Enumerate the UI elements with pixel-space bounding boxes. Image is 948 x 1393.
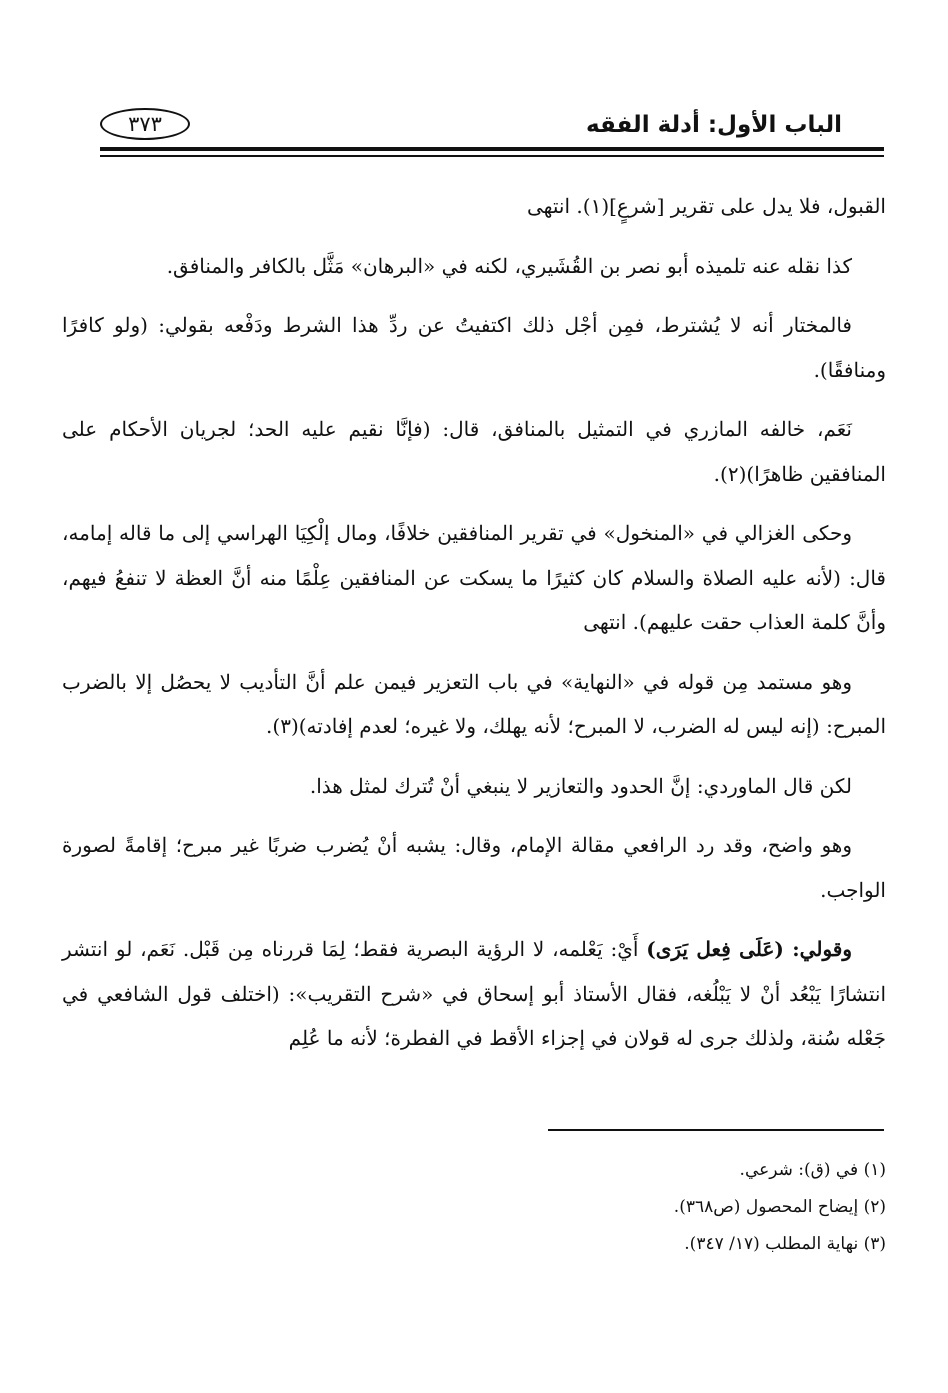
paragraph: وحكى الغزالي في «المنخول» في تقرير المنافقين خلافًا، ومال إلْكِيَا الهراسي إلى ما قاله إمامه، قال: (لأنه عليه الصلاة والسلام كان كثيرًا ما يسكت عن المنافقين عِلْمًا منه أنَّ العظة لا تنفعُ فيهم، وأنَّ كلمة العذاب حقت عليهم). انتهى <box>62 521 886 634</box>
footnote-3: (٣) نهاية المطلب (١٧/ ٣٤٧). <box>684 1234 886 1254</box>
bold-lead-text: وقولي: (عَلَى فِعل يَرَى) <box>646 937 852 961</box>
footnotes <box>286 1152 886 1263</box>
header-rule-thin <box>100 155 884 157</box>
footnote-separator <box>548 1129 884 1131</box>
paragraph: فالمختار أنه لا يُشترط، فمِن أجْل ذلك اكتفيتُ عن ردِّ هذا الشرط ودَفْعه بقولي: (ولو كافرًا ومنافقًا). <box>62 313 886 382</box>
footnote-1: (١) في (ق): شرعي. <box>739 1160 886 1180</box>
paragraph: وهو واضح، وقد رد الرافعي مقالة الإمام، وقال: يشبه أنْ يُضرب ضربًا غير مبرح؛ إقامةً لصورة الواجب. <box>62 833 886 902</box>
main-text <box>62 184 886 1076</box>
paragraph: لكن قال الماوردي: إنَّ الحدود والتعازير لا ينبغي أنْ تُترك لمثل هذا. <box>309 773 852 798</box>
paragraph-text: أَيْ: يَعْلمه، لا الرؤية البصرية فقط؛ لِمَا قررناه مِن قَبْل. نَعَم، لو انتشر انتشارًا يَبْعُد أنْ لا يَبْلُغه، فقال الأستاذ أبو إسحاق في «شرح التقريب»: (اختلف قول الشافعي في جَعْله سُنة، ولذلك جرى له قولان في إجزاء الأقط في الفطرة؛ لأنه ما عُلِم <box>62 937 886 1050</box>
header-rule-thick <box>100 147 884 151</box>
paragraph: كذا نقله عنه تلميذه أبو نصر بن القُشَيري، لكنه في «البرهان» مَثَّل بالكافر والمنافق. <box>166 253 852 278</box>
footnote-2: (٢) إيضاح المحصول (ص٣٦٨). <box>673 1197 886 1217</box>
paragraph-final <box>62 927 886 1061</box>
chapter-title: الباب الأول: أدلة الفقه <box>586 112 842 138</box>
page-number-oval: ٣٧٣ <box>100 108 190 140</box>
paragraph: القبول، فلا يدل على تقرير [شرعٍ](١). انتهى <box>526 194 886 218</box>
paragraph: نَعَم، خالفه المازري في التمثيل بالمنافق، قال: (فإنَّا نقيم عليه الحد؛ لجريان الأحكام على المنافقين ظاهرًا)(٢). <box>62 417 886 486</box>
paragraph: وهو مستمد مِن قوله في «النهاية» في باب التعزير فيمن علم أنَّ التأديب لا يحصُل إلا بالضرب المبرح: (إنه ليس له الضرب، لا المبرح؛ لأنه يهلك، ولا غيره؛ لعدم إفادته)(٣). <box>62 669 886 738</box>
